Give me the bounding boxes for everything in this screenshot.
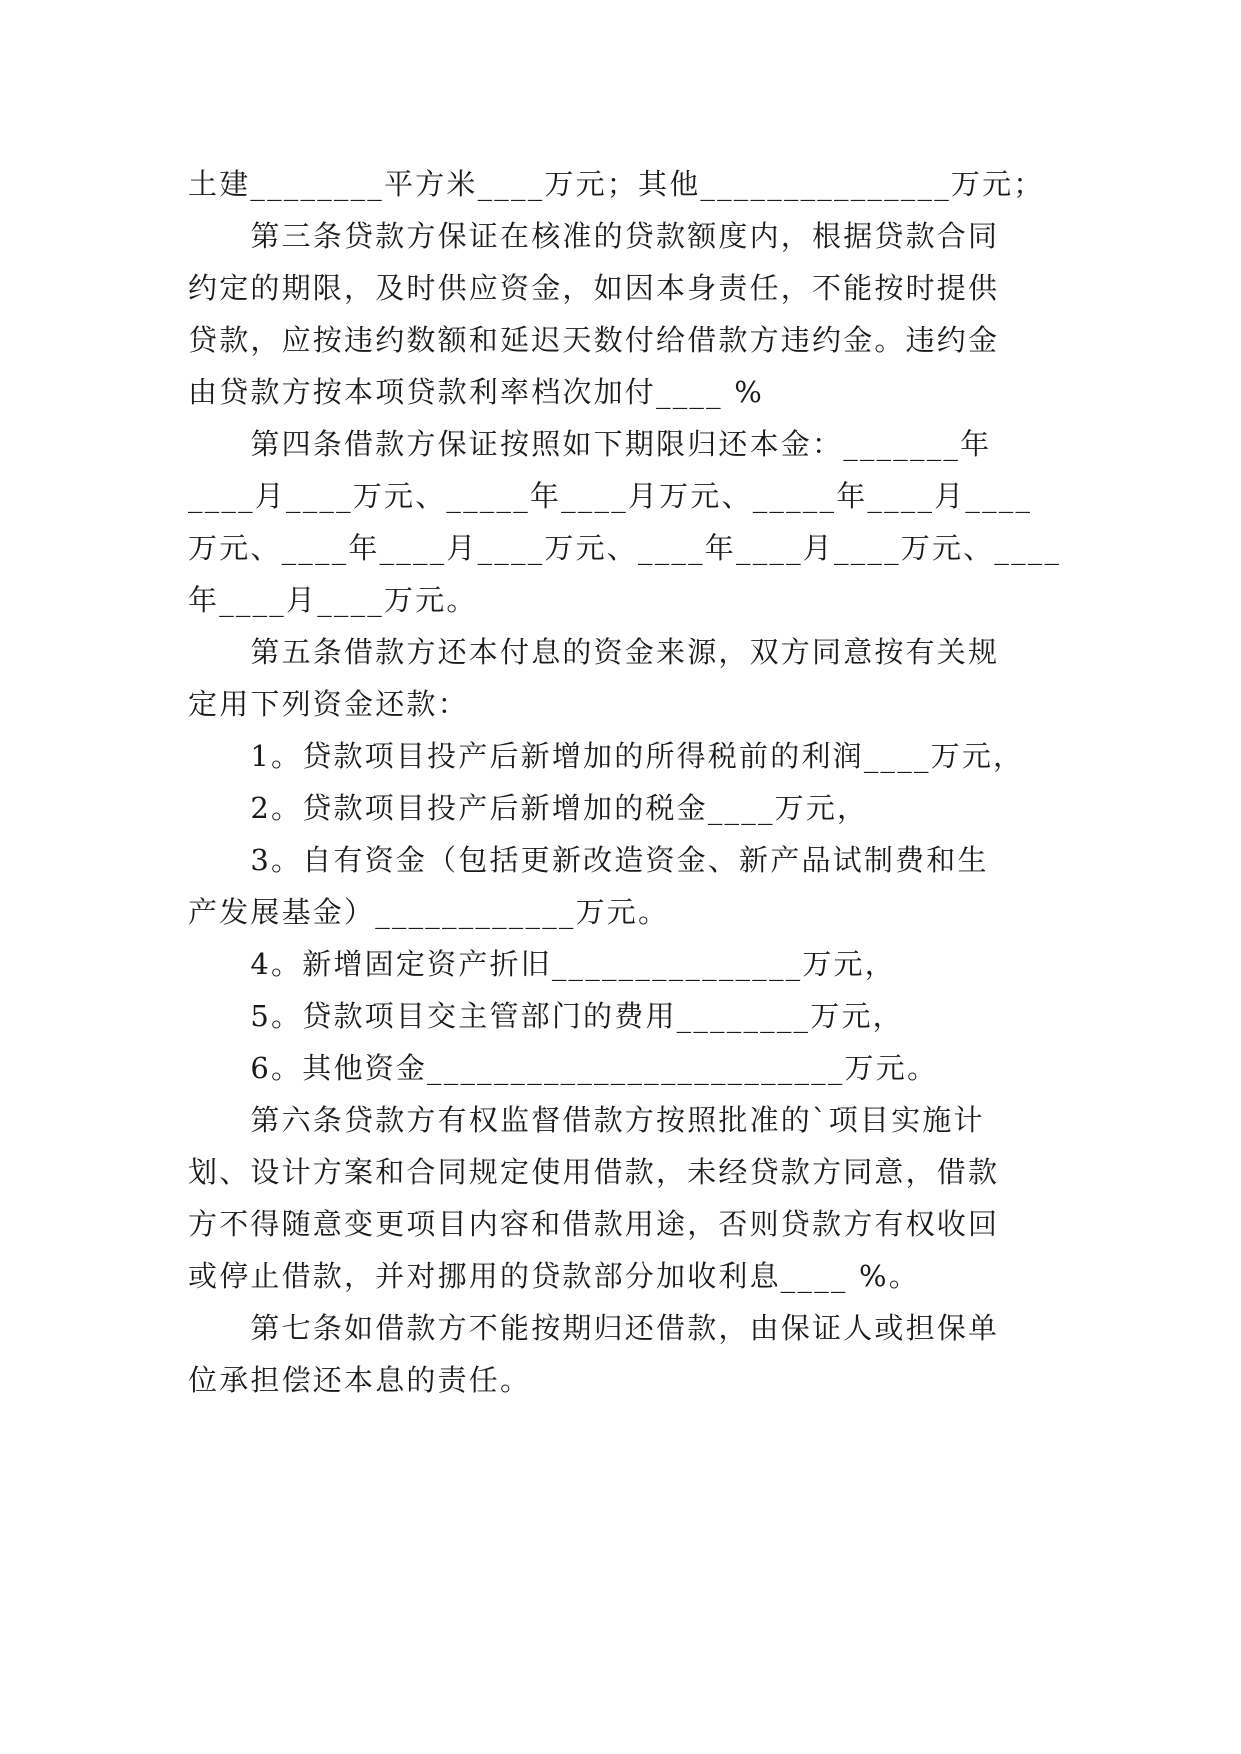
text-line: 贷款，应按违约数额和延迟天数付给借款方违约金。违约金 (188, 323, 1000, 357)
text-line: 由贷款方按本项贷款利率档次加付____ % (188, 375, 764, 409)
text-line: 定用下列资金还款： (188, 687, 469, 721)
text-line: 第七条如借款方不能按期归还借款，由保证人或担保单 (188, 1311, 1000, 1345)
text-line: 2。贷款项目投产后新增加的税金____万元， (188, 791, 869, 825)
text-line: 4。新增固定资产折旧_______________万元， (188, 947, 896, 981)
text-line: 第三条贷款方保证在核准的贷款额度内，根据贷款合同 (188, 219, 1000, 253)
text-line: 万元、____年____月____万元、____年____月____万元、____ (188, 531, 1062, 565)
text-line: 1。贷款项目投产后新增加的所得税前的利润____万元， (188, 739, 1025, 773)
text-line: 年____月____万元。 (188, 583, 478, 617)
text-line: 约定的期限，及时供应资金，如因本身责任，不能按时提供 (188, 271, 1000, 305)
text-line: ____月____万元、_____年____月万元、_____年____月____ (188, 479, 1033, 513)
text-line: 划、设计方案和合同规定使用借款，未经贷款方同意，借款 (188, 1155, 1000, 1189)
text-line: 方不得随意变更项目内容和借款用途，否则贷款方有权收回 (188, 1207, 1000, 1241)
text-line: 产发展基金）____________万元。 (188, 895, 670, 929)
text-line: 位承担偿还本息的责任。 (188, 1363, 532, 1397)
text-line: 土建________平方米____万元；其他_______________万元； (188, 167, 1045, 201)
text-line: 3。自有资金（包括更新改造资金、新产品试制费和生 (188, 843, 989, 877)
text-line: 第五条借款方还本付息的资金来源，双方同意按有关规 (188, 635, 1000, 669)
text-line: 第四条借款方保证按照如下期限归还本金：_______年 (188, 427, 992, 461)
text-line: 或停止借款，并对挪用的贷款部分加收利息____ %。 (188, 1259, 920, 1293)
text-line: 第六条贷款方有权监督借款方按照批准的`项目实施计 (188, 1103, 985, 1137)
text-line: 5。贷款项目交主管部门的费用________万元， (188, 999, 904, 1033)
text-line: 6。其他资金_________________________万元。 (188, 1051, 939, 1085)
